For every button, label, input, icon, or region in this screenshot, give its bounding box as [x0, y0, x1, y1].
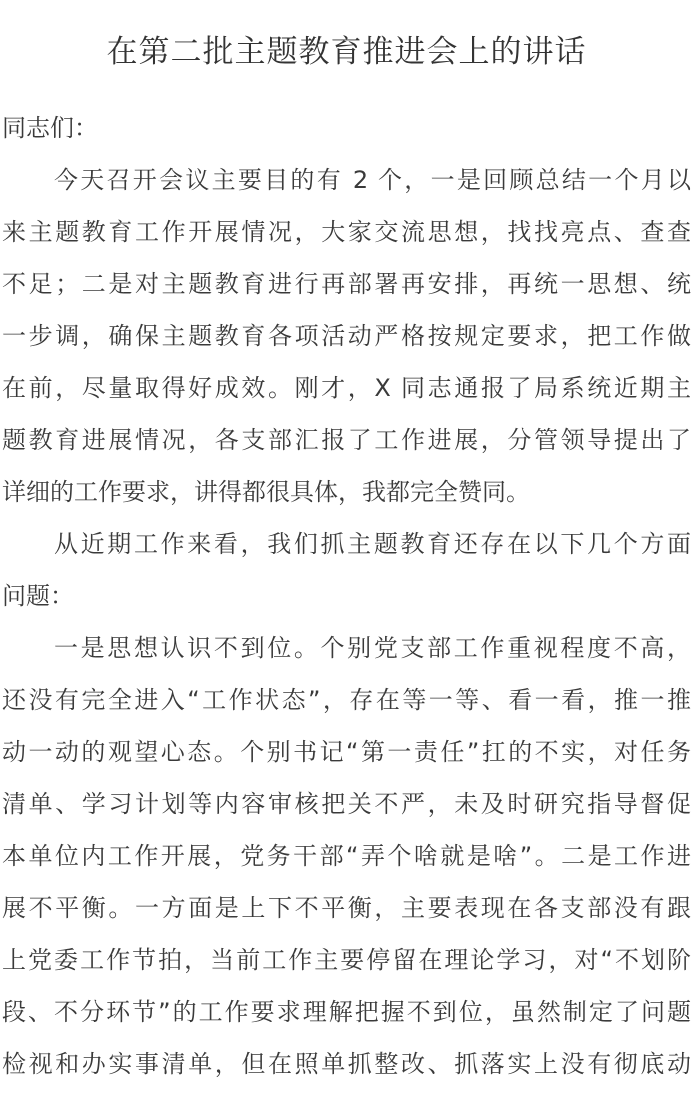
- body-line: 还没有完全进入“工作状态”，存在等一等、看一看，推一推: [2, 686, 691, 714]
- body-line: 详细的工作要求，讲得都很具体，我都完全赞同。: [2, 478, 530, 506]
- body-line: 检视和办实事清单，但在照单抓整改、抓落实上没有彻底动: [2, 1050, 691, 1078]
- body-line: 清单、学习计划等内容审核把关不严，未及时研究指导督促: [2, 790, 691, 818]
- body-line: 本单位内工作开展，党务干部“弄个啥就是啥”。二是工作进: [2, 842, 691, 870]
- body-line: 一步调，确保主题教育各项活动严格按规定要求，把工作做: [2, 322, 691, 350]
- body-line: 一是思想认识不到位。个别党支部工作重视程度不高，: [54, 634, 691, 662]
- body-line: 展不平衡。一方面是上下不平衡，主要表现在各支部没有跟: [2, 894, 691, 922]
- body-line: 题教育进展情况，各支部汇报了工作进展，分管领导提出了: [2, 426, 691, 454]
- body-line: 不足；二是对主题教育进行再部署再安排，再统一思想、统: [2, 270, 691, 298]
- body-line: 上党委工作节拍，当前工作主要停留在理论学习，对“不划阶: [2, 946, 691, 974]
- body-line: 在前，尽量取得好成效。刚才，X 同志通报了局系统近期主: [2, 374, 691, 402]
- body-line: 来主题教育工作开展情况，大家交流思想，找找亮点、查查: [2, 218, 691, 246]
- salutation-line: 同志们：: [2, 114, 98, 142]
- body-line: 从近期工作来看，我们抓主题教育还存在以下几个方面: [54, 530, 691, 558]
- body-line: 今天召开会议主要目的有 2 个，一是回顾总结一个月以: [54, 166, 691, 194]
- document-title: 在第二批主题教育推进会上的讲话: [106, 34, 587, 70]
- body-line: 段、不分环节”的工作要求理解把握不到位，虽然制定了问题: [2, 998, 691, 1026]
- body-line: 问题：: [2, 582, 74, 610]
- body-line: 动一动的观望心态。个别书记“第一责任”扛的不实，对任务: [2, 738, 691, 766]
